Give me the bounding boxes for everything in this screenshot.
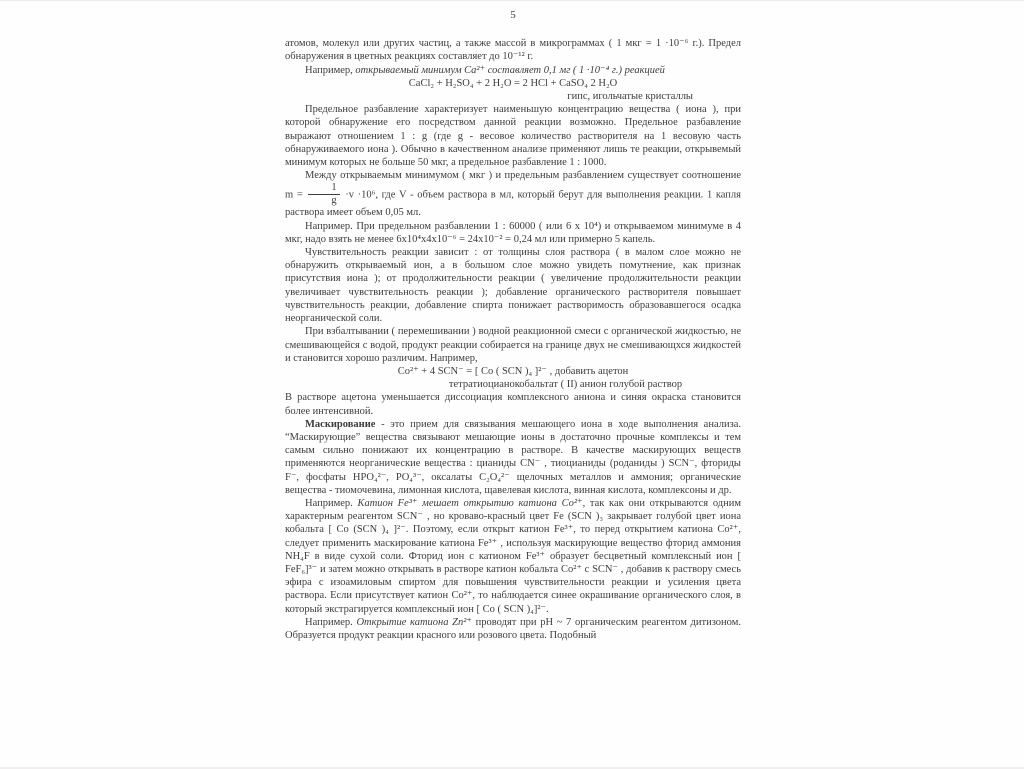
paragraph-example-dilution: Например. При предельном разбавлении 1 : 60000 ( или 6 х 10⁴) и открываемом минимуме в 4 мкг, надо взять не менее 6х10⁴х4х10⁻⁶ = 24х10⁻² = 0,24 мл или примерно 5 капель. [285, 220, 741, 245]
paragraph-example-fe [285, 497, 741, 616]
example-fe-body: , так как они открываются одним характерным реагентом SCN⁻ , но кроваво-красный цвет Fe (SCN )₃ закрывает голубой цвет иона кобальта [ Co (SCN )₄ ]²⁻. Поэтому, если открыт катион Fe³⁺, то перед открытием катиона Co²⁺, следует применить маскирование катиона Fe³⁺ , используя маскирующие вещество фторид аммония NH₄F в виде сухой соли. Фторид ион с катионом Fe³⁺ образует бесцветный комплексный ион [ FeF₆]³⁻ и затем можно открывать в растворе катион кобальта Co²⁺ с SCN⁻ , добавив к раствору смесь эфира с изоамиловым спиртом для повышения чувствительности реакции и усиления цвета раствора. Если присутствует катион Co²⁺, то наблюдается синее окрашивание органического слоя, в который экстрагируется комплексный ион [ Co ( SCN )₄]²⁻. [285, 497, 741, 615]
text-column [285, 9, 741, 642]
equation-gypsum-note: гипс, игольчатые кристаллы [567, 91, 693, 103]
example-ca-lead: Например, [305, 64, 356, 76]
fraction-numerator: 1 [308, 182, 339, 195]
paragraph-limit-dilution: Предельное разбавление характеризует наименьшую концентрацию вещества ( иона ), при которой обнаружение его посредством данной реакции возможно. Предельное разбавление выражают отношением 1 : g (где g - весовое количество растворителя на 1 весовую часть обнаруживаемого иона ). Обычно в качественном анализе применяют лишь те реакции, открывемый минимум которых не больше 50 мкг, а предельное разбавление 1 : 1000. [285, 104, 741, 169]
paragraph-example-ca [285, 64, 741, 77]
paragraph-acetone: В растворе ацетона уменьшается диссоциация комплексного аниона и синяя окраска становится более интенсивной. [285, 392, 741, 417]
paragraph-intro: атомов, молекул или других частиц, а также массой в микрограммах ( 1 мкг = 1 ·10⁻⁶ г.). Предел обнаружения в цветных реакциях составляет до 10⁻¹² г. [285, 38, 741, 63]
example-zn-italic: Открытие катиона Zn²⁺ [356, 616, 472, 628]
example-ca-italic: открываемый минимум Ca²⁺ составляет 0,1 мг ( 1 ·10⁻⁴ г.) реакцией [355, 64, 665, 76]
paragraph-masking [285, 418, 741, 497]
example-fe-italic: Катион Fe³⁺ мешает открытию катиона Co²⁺ [357, 497, 583, 509]
equation-cobalt-note: тетратиоцианокобальтат ( II) анион голубой раствор [448, 379, 683, 391]
paragraph-shaking: При взбалтывании ( перемешивании ) водной реакционной смеси с органической жидкостью, не смешивающейся с водой, продукт реакции собирается на границе двух не смешивающхся жидкостей и становится хорошо различим. Например, [285, 326, 741, 364]
paragraph-relation [285, 169, 741, 219]
relation-post: ·v ·10⁶, где V - объем раствора в мл, который берут для выполнения реакции. 1 капля раствора имеет объем 0,05 мл. [285, 189, 741, 219]
equation-cobalt: Co²⁺ + 4 SCN⁻ = [ Co ( SCN )₄ ]²⁻ , добавить ацетон [397, 365, 629, 377]
example-zn-lead: Например. [305, 616, 357, 628]
page-number: 5 [510, 9, 516, 21]
paragraph-example-zn [285, 616, 741, 642]
fraction [308, 182, 339, 206]
equation-gypsum: CaCl₂ + H₂SO₄ + 2 H₂O = 2 HCl + CaSO₄ 2 H₂O [408, 77, 618, 89]
example-zn-body: проводят при pH ~ 7 органическим реагентом дитизоном. Образуется продукт реакции красного или розового цвета. Подобный [285, 616, 742, 641]
example-fe-lead: Например. [305, 497, 358, 509]
masking-term: Маскирование [305, 418, 376, 430]
masking-body: - это прием для связывания мешающего иона в ходе выполнения анализа. “Маскирующие” вещества связывают мешающие ионы в достаточно прочные комплексы и тем самым сильно понижают их концентрацию в растворе. В качестве маскирующих веществ применяются неорганические вещества : цианиды CN⁻ , тиоцианиды (роданиды ) SCN⁻, фториды F⁻, фосфаты HPO₄²⁻, PO₄³⁻, оксалаты C₂O₄²⁻ щелочных металлов и аммония; органические вещества - тиомочевина, лимонная кислота, щавелевая кислота, винная кислота, комплексоны и др. [285, 418, 741, 496]
relation-pre: Между открываемым минимумом ( мкг ) и предельным разбавлением существует соотношение m = [285, 170, 741, 201]
paragraph-sensitivity: Чувствительность реакции зависит : от толщины слоя раствора ( в малом слое можно не обнаружить открываемый ион, а в большом слое можно увидеть помутнение, как признак присутствия иона ); от продолжительности реакции ( увеличение продолжительности реакции увеличивает чувствительность реакции ); добавление органического растворителя повышает чувствительность реакции, добавление спирта понижает растворимость образовавшегося осадка неорганической соли. [285, 247, 741, 325]
fraction-denominator: g [331, 195, 337, 207]
